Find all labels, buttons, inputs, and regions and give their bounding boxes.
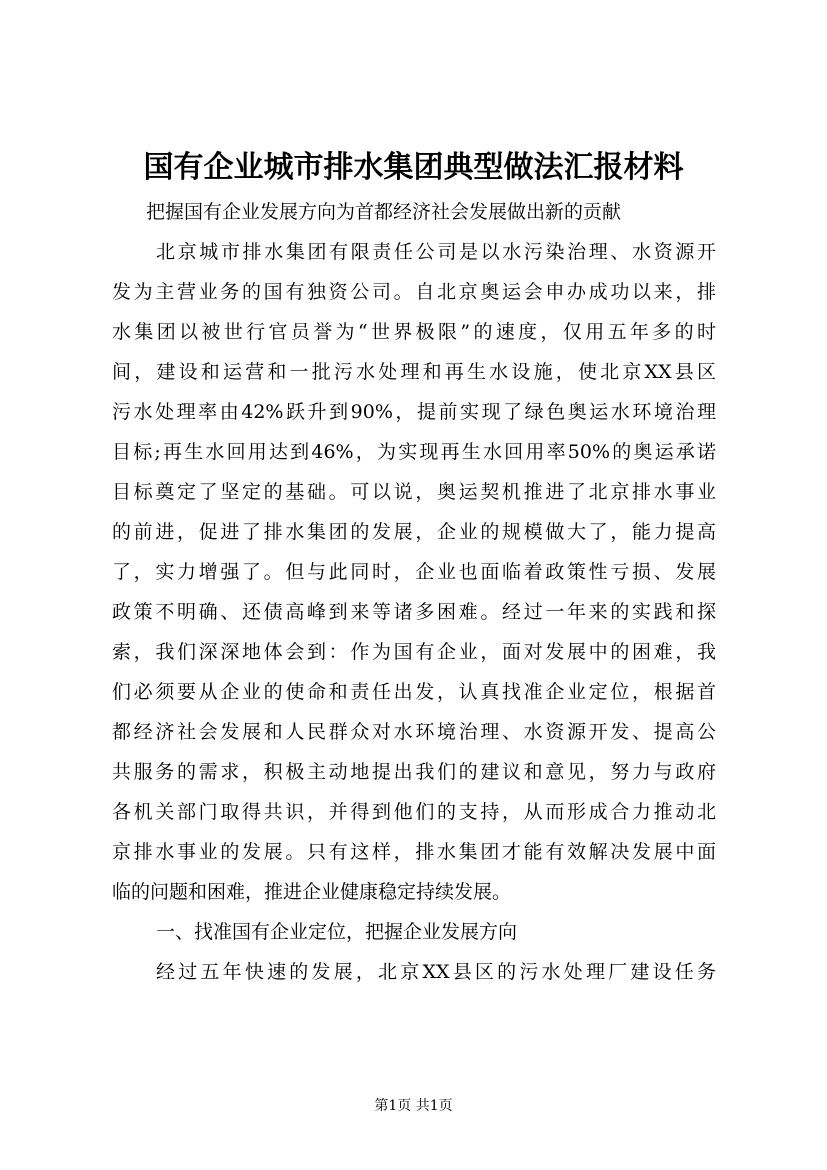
section-heading: 一、找准国有企业定位，把握企业发展方向	[156, 921, 518, 943]
document-title: 国有企业城市排水集团典型做法汇报材料	[143, 150, 684, 185]
page-footer: 第1页 共1页	[374, 1098, 453, 1114]
paragraph-1	[112, 232, 716, 912]
paragraph-2-line: 经过五年快速的发展，北京XX县区的污水处理厂建设任务	[156, 961, 716, 983]
paragraph-line: 发为主营业务的国有独资公司。自北京奥运会申办成功以来，排	[112, 281, 716, 303]
paragraph-line: 们必须要从企业的使命和责任出发，认真找准企业定位，根据首	[112, 681, 716, 703]
paragraph-line: 共服务的需求，积极主动地提出我们的建议和意见，努力与政府	[112, 761, 716, 783]
paragraph-line: 京排水事业的发展。只有这样，排水集团才能有效解决发展中面	[112, 841, 716, 863]
paragraph-line: 各机关部门取得共识，并得到他们的支持，从而形成合力推动北	[112, 801, 716, 823]
document-subtitle: 把握国有企业发展方向为首都经济社会发展做出新的贡献	[146, 201, 622, 223]
paragraph-line: 政策不明确、还债高峰到来等诸多困难。经过一年来的实践和探	[112, 601, 716, 623]
paragraph-line: 目标;再生水回用达到46%，为实现再生水回用率50%的奥运承诺	[112, 441, 716, 463]
paragraph-line: 间，建设和运营和一批污水处理和再生水设施，使北京XX县区	[112, 361, 716, 383]
paragraph-line: 水集团以被世行官员誉为“世界极限”的速度，仅用五年多的时	[112, 321, 716, 343]
paragraph-line: 临的问题和困难，推进企业健康稳定持续发展。	[112, 881, 512, 903]
paragraph-line: 目标奠定了坚定的基础。可以说，奥运契机推进了北京排水事业	[112, 481, 716, 503]
paragraph-line: 污水处理率由42%跃升到90%，提前实现了绿色奥运水环境治理	[112, 401, 716, 423]
paragraph-line: 了，实力增强了。但与此同时，企业也面临着政策性亏损、发展	[112, 561, 716, 583]
paragraph-line: 都经济社会发展和人民群众对水环境治理、水资源开发、提高公	[112, 721, 716, 743]
document-body	[112, 192, 716, 992]
paragraph-line: 索，我们深深地体会到：作为国有企业，面对发展中的困难，我	[112, 641, 716, 663]
paragraph-line: 北京城市排水集团有限责任公司是以水污染治理、水资源开	[156, 241, 716, 263]
paragraph-line: 的前进，促进了排水集团的发展，企业的规模做大了，能力提高	[112, 521, 716, 543]
